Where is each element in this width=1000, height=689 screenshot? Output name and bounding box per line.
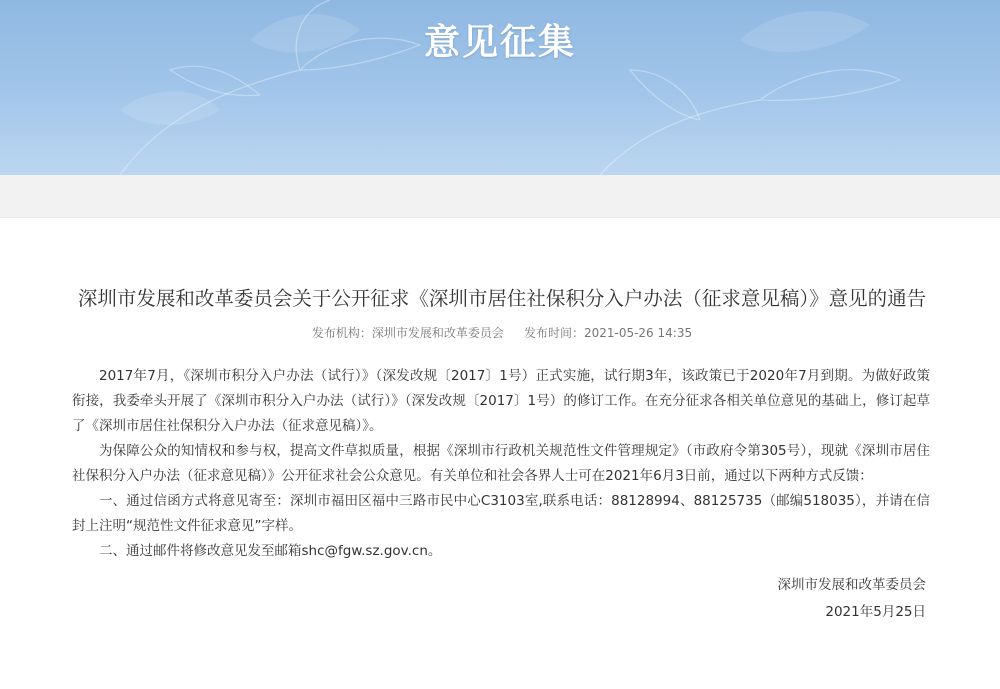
paragraph: 2017年7月，《深圳市积分入户办法（试行）》（深发改规〔2017〕1号）正式实施，试行期3年，该政策已于2020年7月到期。为做好政策衔接，我委牵头开展了《深圳市积分入户办法（试行）》（深发改规〔2017〕1号）的修订工作。在充分征求各相关单位意见的基础上，修订起草了《深圳市居住社保积分入户办法（征求意见稿）》。 — [72, 368, 930, 434]
header-banner — [0, 0, 1000, 175]
article-title: 深圳市发展和改革委员会关于公开征求《深圳市居住社保积分入户办法（征求意见稿）》意见的通告 — [77, 287, 927, 310]
article — [62, 282, 942, 626]
banner-title: 意见征集 — [423, 22, 576, 63]
paragraph: 二、通过邮件将修改意见发至邮箱shc@fgw.sz.gov.cn。 — [99, 543, 442, 559]
publisher-value: 深圳市发展和改革委员会 — [371, 326, 504, 340]
divider — [0, 217, 1000, 218]
paragraph: 为保障公众的知情权和参与权，提高文件草拟质量，根据《深圳市行政机关规范性文件管理规定》（市政府令第305号），现就《深圳市居住社保积分入户办法（征求意见稿）》公开征求社会公众意见。有关单位和社会各界人士可在2021年6月3日前，通过以下两种方式反馈： — [72, 443, 930, 484]
article-body — [62, 364, 942, 626]
paragraph: 一、通过信函方式将意见寄至：深圳市福田区福中三路市民中心C3103室,联系电话：88128994、88125735（邮编518035），并请在信封上注明“规范性文件征求意见”字样。 — [72, 493, 930, 534]
publisher-label: 发布机构： — [311, 326, 372, 340]
signature-date: 2021年5月25日 — [825, 604, 926, 620]
subheader-band — [0, 175, 1000, 217]
signature-org: 深圳市发展和改革委员会 — [777, 577, 926, 593]
publish-time-value: 2021-05-26 14:35 — [583, 326, 693, 340]
publish-time-label: 发布时间： — [523, 326, 584, 340]
article-meta — [62, 324, 942, 342]
